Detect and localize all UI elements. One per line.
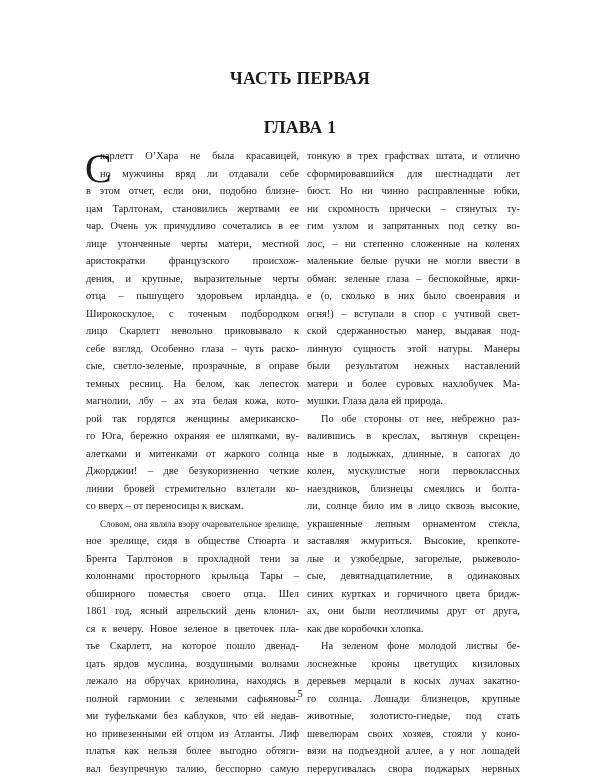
text-line: линную сущность этой натуры. Манеры [307,341,520,359]
text-line: е (о, сколько в них было своенравия и [307,288,520,306]
text-line: шевелюрам своих хозяев, стояли у коно- [307,726,520,744]
text-line: ное зрелище, сидя в обществе Стюарта и [86,533,299,551]
text-line: колен, мускулистые ноги первоклассных [307,463,520,481]
text-line: вал безупречную талию, бесспорно самую [86,761,299,778]
text-line: со вверх – от переносицы к вискам. [86,498,299,516]
text-line: 1861 год, ясный апрельский день клонил- [86,603,299,621]
text-line: тонкую в трех графствах штата, и отлично [307,148,520,166]
text-line: сые, девятнадцатилетние, в одинаковых [307,568,520,586]
text-line: синих куртках и горчичного цвета бридж- [307,586,520,604]
text-line: наездников, близнецы смеялись и болта- [307,481,520,499]
right-text-column [307,148,520,778]
text-line: магнолии, лбу – ах эта белая кожа, кото- [86,393,299,411]
text-line: Брента Тарлтонов в прохладной тени за [86,551,299,569]
text-line: лежало на обручах кринолина, находясь в [86,673,299,691]
text-line: были результатом нежных наставлений [307,358,520,376]
text-line: деревьев мерцали в косых лучах закатно- [307,673,520,691]
text-line: но мужчины вряд ли отдавали себе [86,166,299,184]
text-line: полной гармонии с зелеными сафьяновы- [86,691,299,709]
chapter-title: ГЛАВА 1 [0,117,600,138]
text-line: На зеленом фоне молодой листвы бе- [307,638,520,656]
text-line: цам Тарлтонам, становились жертвами ее [86,201,299,219]
left-text-column [86,148,299,778]
text-line: матери и более суровых нахлобучек Ма- [307,376,520,394]
text-line: животные, золотисто-гнедые, под стать [307,708,520,726]
part-title: ЧАСТЬ ПЕРВАЯ [0,68,600,89]
text-line: дения, и крупные, выразительные черты [86,271,299,289]
text-line: вязи на подъездной аллее, а у ног лошадей [307,743,520,761]
text-line: обман: зеленые глаза – беспокойные, ярки- [307,271,520,289]
text-line: лоснежные кроны цветущих кизиловых [307,656,520,674]
text-line: переругивалась свора поджарых нервных [307,761,520,778]
text-line: лице утонченные черты матери, местной [86,236,299,254]
drop-cap: С [85,151,112,187]
text-line: сформировавшийся для шестнадцати лет [307,166,520,184]
text-line: Джорджии! – две безукоризненно четкие [86,463,299,481]
text-line: лицо Скарлетт невольно приковывало к [86,323,299,341]
text-line: го солнца. Лошади близнецов, крупные [307,691,520,709]
text-line: заставляя жмуриться. Высокие, крепкоте- [307,533,520,551]
text-line: Широкоскулое, с точеным подбородком [86,306,299,324]
text-line: рой так гордятся женщины американско- [86,411,299,429]
text-line: лые и узкобедрые, загорелые, рыжеволо- [307,551,520,569]
text-line: ся к вечеру. Новое зеленое в цветочек пла- [86,621,299,639]
text-line: чар. Очень уж причудливо сочетались в ее [86,218,299,236]
text-line: гим узлом и запрятанных под сетку во- [307,218,520,236]
text-line: ах, они были неотличимы друг от друга, [307,603,520,621]
text-line: отца – пышущего здоровьем ирландца. [86,288,299,306]
text-line: тье Скарлетт, на которое пошло двенад- [86,638,299,656]
text-line: ли, солнце било им в лицо сквозь высокие, [307,498,520,516]
text-line: маленькие белые ручки не могли ввести в [307,253,520,271]
text-line: валившись в креслах, вытянув скрещен- [307,428,520,446]
text-line: платья как нельзя более выгодно обтяги- [86,743,299,761]
text-line: лос, – ни степенно сложенные на коленях [307,236,520,254]
text-line: колоннами просторного крыльца Тары – [86,568,299,586]
text-line: бюст. Но ни чинно расправленные юбки, [307,183,520,201]
text-line: аристократки французского происхож- [86,253,299,271]
text-line: По обе стороны от нее, небрежно раз- [307,411,520,429]
text-line: обширного поместья своего отца. Шел [86,586,299,604]
text-line: украшенные лепным орнаментом стекла, [307,516,520,534]
text-line: карлетт О’Хара не была красавицей, [86,148,299,166]
page-number: 5 [0,688,600,700]
text-line: алетками и митенками от жаркого солнца [86,446,299,464]
text-line: мушки. Глаза дала ей природа. [307,393,520,411]
text-line: как две коробочки хлопка. [307,621,520,639]
text-line: сые, светло-зеленые, прозрачные, в оправе [86,358,299,376]
text-line: го Юга, бережно охраняя ее шляпками, ву- [86,428,299,446]
text-line: линии бровей стремительно взлетали ко- [86,481,299,499]
text-line: ми туфельками без каблуков, что ей недав- [86,708,299,726]
text-line: в этом отчет, если они, подобно близне- [86,183,299,201]
text-line: темных ресниц. На белом, как лепесток [86,376,299,394]
text-line: ни скромность прически – стянутых ту- [307,201,520,219]
text-line: огня!) – вступали в спор с учтивой свет- [307,306,520,324]
text-line: Словом, она являла взору очаровательное зрелище, [86,516,299,534]
text-line: но привезенными ей отцом из Атланты. Лиф [86,726,299,744]
text-line: цать ярдов муслина, воздушными волнами [86,656,299,674]
text-line: ные в лодыжках, длинные, в сапогах до [307,446,520,464]
text-line: ской сдержанностью манер, выдавая под- [307,323,520,341]
text-line: себе взгляд. Особенно глаза – чуть раско- [86,341,299,359]
